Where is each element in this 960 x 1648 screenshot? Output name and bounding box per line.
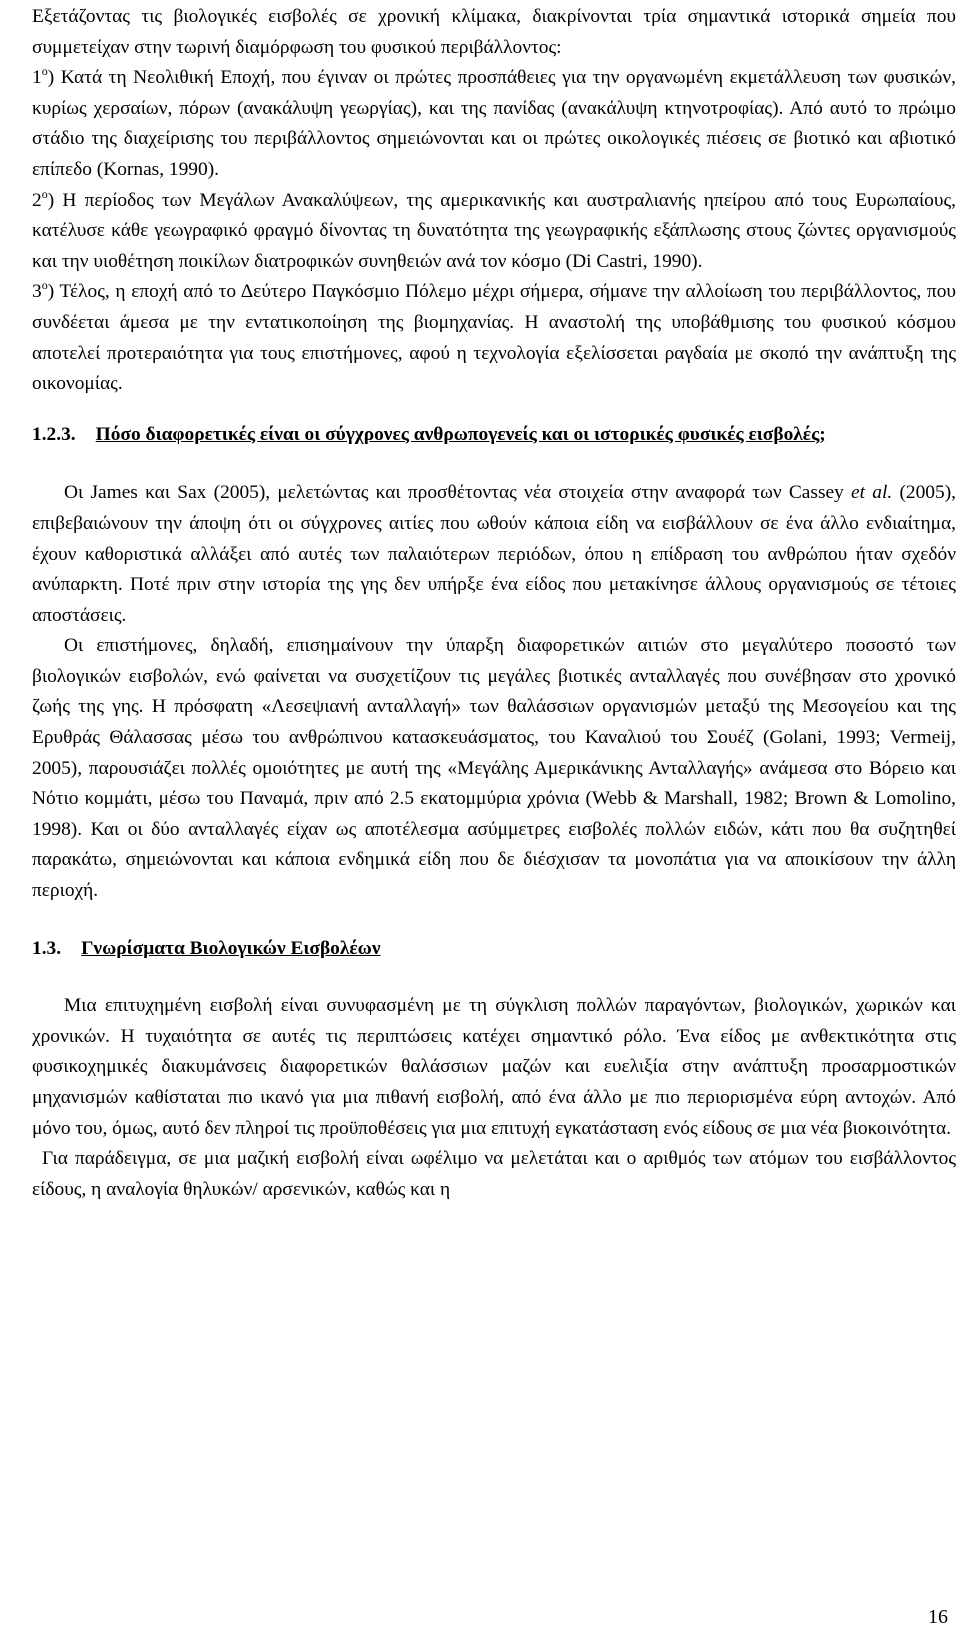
section-heading-1-2-3 bbox=[32, 420, 956, 451]
successful-invasion-paragraph: Μια επιτυχημένη εισβολή είναι συνυφασμένη με τη σύγκλιση πολλών παραγόντων, βιολογικών, χωρικών και χρονικών. Η τυχαιότητα σε αυτές τις περιπτώσεις κατέχει σημαντικό ρόλο. Ένα είδος με ανθεκτικότητα στις φυσικοχημικές διακυμάνσεις διαφορετικών θαλάσσιων μαζών και ευελιξία στην ανάπτυξη προσαρμοστικών μηχανισμών καθίσταται πιο ικανό για μια πιθανή εισβολή, από ένα άλλο με πιο περιορισμένα εύρη αντοχών. Από μόνο του, όμως, αυτό δεν πληροί τις προϋποθέσεις για μια επιτυχή εγκατάσταση ενός είδους σε μια νέα βιοκοινότητα. bbox=[32, 995, 956, 1139]
point-1-number: 1 bbox=[32, 67, 42, 89]
james-sax-text-a: Οι James και Sax (2005), μελετώντας και προσθέτοντας νέα στοιχεία στην αναφορά των Cassey bbox=[64, 482, 852, 504]
section-title-1-2-3: Πόσο διαφορετικές είναι οι σύγχρονες ανθρωπογενείς και οι ιστορικές φυσικές εισβολές; bbox=[95, 423, 826, 445]
point-2-paragraph bbox=[32, 186, 956, 278]
section-title-1-3: Γνωρίσματα Βιολογικών Εισβολέων bbox=[81, 937, 381, 959]
point-1-paragraph bbox=[32, 63, 956, 185]
page-number: 16 bbox=[928, 1606, 948, 1628]
scientists-paragraph: Οι επιστήμονες, δηλαδή, επισημαίνουν την ύπαρξη διαφορετικών αιτιών στο μεγαλύτερο ποσοστό των βιολογικών εισβολών, ενώ φαίνεται να συσχετίζουν τις μεγάλες βιοτικές ανταλλαγές που συνέβησαν στο χρονικό ζωής της γης. Η πρόσφατη «Λεσεψιανή ανταλλαγή» των θαλάσσιων οργανισμών μεταξύ της Μεσογείου και της Ερυθράς Θάλασσας μέσω του ανθρώπινου κατασκευάσματος, του Καναλιού του Σουέζ (Golani, 1993; Vermeij, 2005), παρουσιάζει πολλές ομοιότητες με αυτή της «Μεγάλης Αμερικάνικης Ανταλλαγής» ανάμεσα στο Βόρειο και Νότιο κομμάτι, μέσω του Παναμά, πριν από 2.5 εκατομμύρια χρόνια (Webb & Marshall, 1982; Brown & Lomolino, 1998). Και οι δύο ανταλλαγές είχαν ως αποτέλεσμα ασύμμετρες εισβολές πολλών ειδών, κάτι που θα συζητηθεί παρακάτω, σημειώνονται και κάποια ενδημικά είδη που δε διέσχισαν τα μονοπάτια για να αποικίσουν την άλλη περιοχή. bbox=[32, 635, 956, 902]
spacer bbox=[32, 450, 956, 478]
et-al-italic: et al. bbox=[851, 482, 893, 504]
james-sax-text-b: (2005), επιβεβαιώνουν την άποψη ότι οι σύγχρονες αιτίες που ωθούν κάποια είδη να εισβάλλουν σε ένα άλλο ενδιαίτημα, έχουν καθοριστικά αλλάξει από αυτές των παλαιότερων περιόδων, όπου η επίδραση του ανθρώπου ήταν σχεδόν ανύπαρκτη. Ποτέ πριν στην ιστορία της γης δεν υπήρξε ένα είδος που μετακίνησε άλλους οργανισμούς σε τέτοιες αποστάσεις. bbox=[32, 482, 956, 626]
point-3-paragraph bbox=[32, 277, 956, 399]
point-2-number: 2 bbox=[32, 189, 42, 211]
point-1-text: ) Κατά τη Νεολιθική Εποχή, που έγιναν οι πρώτες προσπάθειες για την οργανωμένη εκμετάλλευση των φυσικών, κυρίως χερσαίων, πόρων (ανακάλυψη γεωργίας), και της πανίδας (ανακάλυψη κτηνοτροφίας). Από αυτό το πρώιμο στάδιο της διαχείρισης του περιβάλλοντος σημειώνονται και οι πρώτες οικολογικές πιέσεις σε βιοτικό και αβιοτικό επίπεδο (Kornas, 1990). bbox=[32, 67, 956, 180]
spacer bbox=[32, 907, 956, 934]
document-page bbox=[32, 2, 956, 1205]
point-2-ordinal: ο bbox=[41, 186, 48, 201]
section-heading-1-3 bbox=[32, 934, 956, 965]
point-1-ordinal: ο bbox=[41, 64, 48, 79]
point-3-ordinal: ο bbox=[41, 278, 48, 293]
point-2-text: ) Η περίοδος των Μεγάλων Ανακαλύψεων, της αμερικανικής και αυστραλιανής ηπείρου από τους Ευρωπαίους, κατέλυσε κάθε γεωγραφικό φραγμό δίνοντας τη δυνατότητα της γεωγραφικής εξάπλωσης στους ζώντες οργανισμούς και την υιοθέτηση ποικίλων διατροφικών συνηθειών ανά τον κόσμο (Di Castri, 1990). bbox=[32, 189, 956, 272]
spacer bbox=[32, 964, 956, 991]
example-paragraph: Για παράδειγμα, σε μια μαζική εισβολή είναι ωφέλιμο να μελετάται και ο αριθμός των ατόμων του εισβάλλοντος είδους, η αναλογία θηλυκών/ αρσενικών, καθώς και η bbox=[32, 1148, 956, 1200]
intro-paragraph: Εξετάζοντας τις βιολογικές εισβολές σε χρονική κλίμακα, διακρίνονται τρία σημαντικά ιστορικά σημεία που συμμετείχαν στην τωρινή διαμόρφωση του φυσικού περιβάλλοντος: bbox=[32, 6, 956, 58]
section-number-1-2-3: 1.2.3. bbox=[32, 423, 76, 445]
point-3-text: ) Τέλος, η εποχή από το Δεύτερο Παγκόσμιο Πόλεμο μέχρι σήμερα, σήμανε την αλλοίωση του περιβάλλοντος, που συνδέεται άμεσα με την εντατικοποίηση της βιομηχανίας. Η αναστολή της υποβάθμισης του φυσικού κόσμου αποτελεί προτεραιότητα για τους επιστήμονες, αφού η τεχνολογία εξελίσσεται ραγδαία με σκοπό την ανάπτυξη της οικονομίας. bbox=[32, 281, 956, 395]
point-3-number: 3 bbox=[32, 281, 42, 303]
section-number-1-3: 1.3. bbox=[32, 937, 62, 959]
james-sax-paragraph bbox=[32, 478, 956, 631]
